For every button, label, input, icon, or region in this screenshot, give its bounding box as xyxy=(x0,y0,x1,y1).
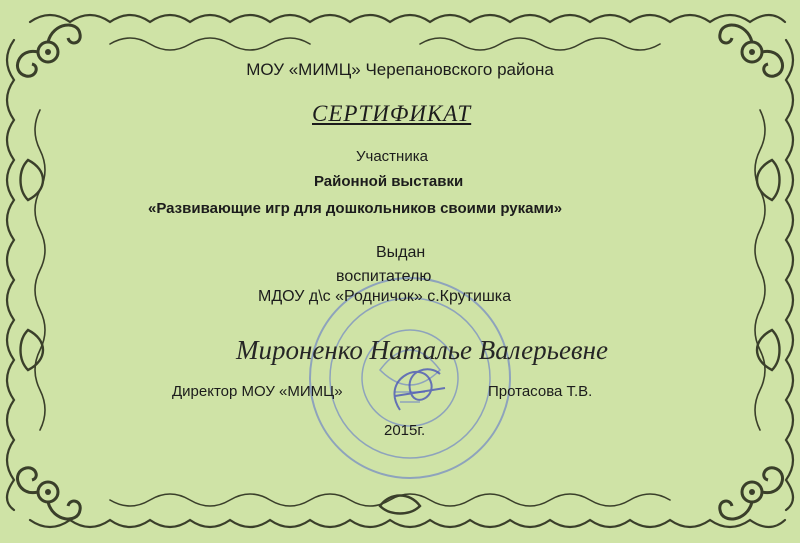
director-name: Протасова Т.В. xyxy=(488,383,593,400)
organization-header: МОУ «МИМЦ» Черепановского района xyxy=(246,60,554,79)
certificate-title: СЕРТИФИКАТ xyxy=(312,101,472,126)
recipient-name: Мироненко Наталье Валерьевне xyxy=(236,335,609,365)
participant-label: Участника xyxy=(356,148,428,165)
recipient-place: МДОУ д\с «Родничок» с.Крутишка xyxy=(258,288,512,305)
issued-label: Выдан xyxy=(376,244,426,261)
director-label: Директор МОУ «МИМЦ» xyxy=(172,383,343,400)
certificate-year: 2015г. xyxy=(384,422,426,439)
exhibition-name: Районной выставки xyxy=(314,173,464,190)
exhibition-theme: «Развивающие игр для дошкольников своими руками» xyxy=(148,200,563,217)
recipient-role: воспитателю xyxy=(336,268,432,285)
